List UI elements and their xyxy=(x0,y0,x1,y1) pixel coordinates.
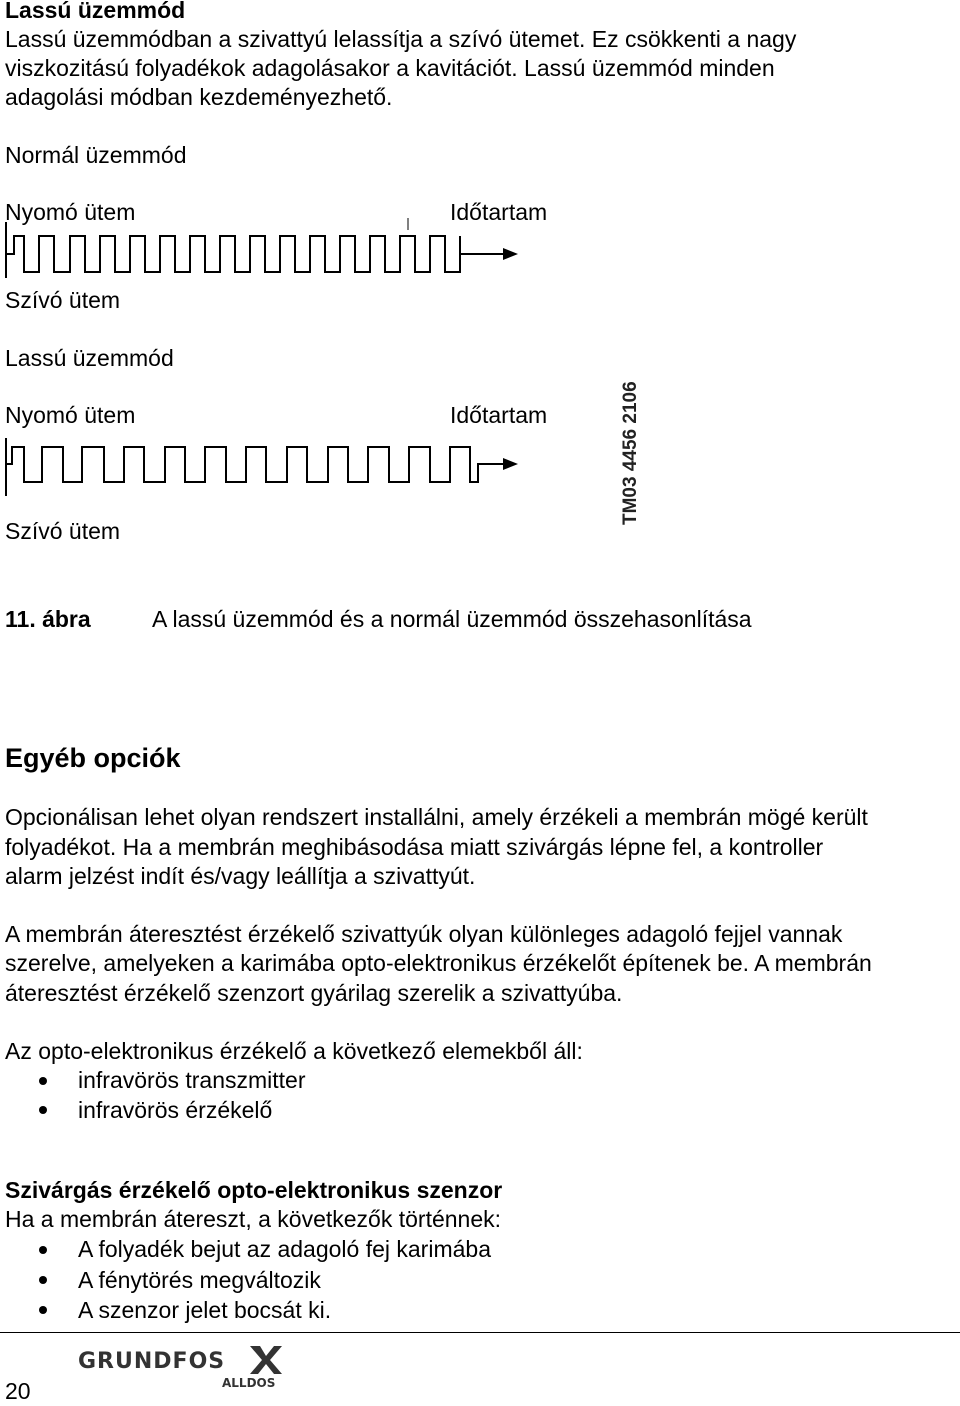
page-number: 20 xyxy=(5,1378,31,1404)
section-heading-slow-mode: Lassú üzemmód xyxy=(5,0,186,23)
logo-subbrand: ALLDOS xyxy=(222,1376,276,1390)
paragraph-line: Opcionálisan lehet olyan rendszert installálni, amely érzékeli a membrán mögé került xyxy=(5,804,868,830)
figure-tm-code: TM03 4456 2106 xyxy=(620,381,641,525)
figure-caption-number: 11. ábra xyxy=(5,606,91,632)
figure-label-press-stroke: Nyomó ütem xyxy=(5,199,136,225)
normal-mode-waveform xyxy=(6,222,505,278)
list-item: A fénytörés megváltozik xyxy=(78,1267,321,1293)
paragraph-line: szerelve, amelyeken a karimába opto-elektronikus érzékelőt építenek be. A membrán xyxy=(5,950,872,976)
list-item: infravörös transzmitter xyxy=(78,1067,306,1093)
footer-divider xyxy=(0,1332,960,1333)
figure-label-normal-mode: Normál üzemmód xyxy=(5,142,187,168)
list-item: infravörös érzékelő xyxy=(78,1097,273,1123)
figure-label-duration: Időtartam xyxy=(450,199,548,225)
figure-label-suction-stroke: Szívó ütem xyxy=(5,518,121,544)
grundfos-x-icon xyxy=(246,1342,286,1378)
grundfos-logo xyxy=(78,1349,276,1390)
bullet-icon xyxy=(39,1246,47,1254)
paragraph-line: Ha a membrán átereszt, a következők történnek: xyxy=(5,1206,502,1232)
paragraph-line: A membrán áteresztést érzékelő szivattyúk olyan különleges adagoló fejjel vannak xyxy=(5,921,843,947)
section-heading-other-options: Egyéb opciók xyxy=(5,743,181,773)
paragraph-line: Az opto-elektronikus érzékelő a következő elemekből áll: xyxy=(5,1038,583,1064)
paragraph-line: folyadékot. Ha a membrán meghibásodása miatt szivárgás lépne fel, a kontroller xyxy=(5,834,824,860)
figure-label-suction-stroke: Szívó ütem xyxy=(5,287,121,313)
figure-label-press-stroke: Nyomó ütem xyxy=(5,402,136,428)
arrow-head-icon xyxy=(503,248,518,260)
paragraph-line: viszkozitású folyadékok adagolásakor a kavitációt. Lassú üzemmód minden xyxy=(5,55,775,81)
list-item: A folyadék bejut az adagoló fej karimába xyxy=(78,1236,491,1262)
bullet-icon xyxy=(39,1077,47,1085)
paragraph-line: Lassú üzemmódban a szivattyú lelassítja a szívó ütemet. Ez csökkenti a nagy xyxy=(5,26,797,52)
paragraph-line: alarm jelzést indít és/vagy leállítja a szivattyút. xyxy=(5,863,476,889)
list-item: A szenzor jelet bocsát ki. xyxy=(78,1297,332,1323)
logo-wordmark: GRUNDFOS xyxy=(78,1349,226,1374)
paragraph-line: adagolási módban kezdeményezhető. xyxy=(5,84,393,110)
paragraph-line: áteresztést érzékelő szenzort gyárilag szerelik a szivattyúba. xyxy=(5,980,623,1006)
figure-caption-text: A lassú üzemmód és a normál üzemmód összehasonlítása xyxy=(152,606,752,632)
bullet-icon xyxy=(39,1106,47,1114)
arrow-head-icon xyxy=(503,458,518,470)
figure-label-slow-mode: Lassú üzemmód xyxy=(5,345,174,371)
bullet-icon xyxy=(39,1306,47,1314)
section-heading-leak-sensor: Szivárgás érzékelő opto-elektronikus szenzor xyxy=(5,1177,503,1203)
slow-mode-waveform xyxy=(6,438,505,496)
bullet-icon xyxy=(39,1276,47,1284)
figure-label-duration: Időtartam xyxy=(450,402,548,428)
